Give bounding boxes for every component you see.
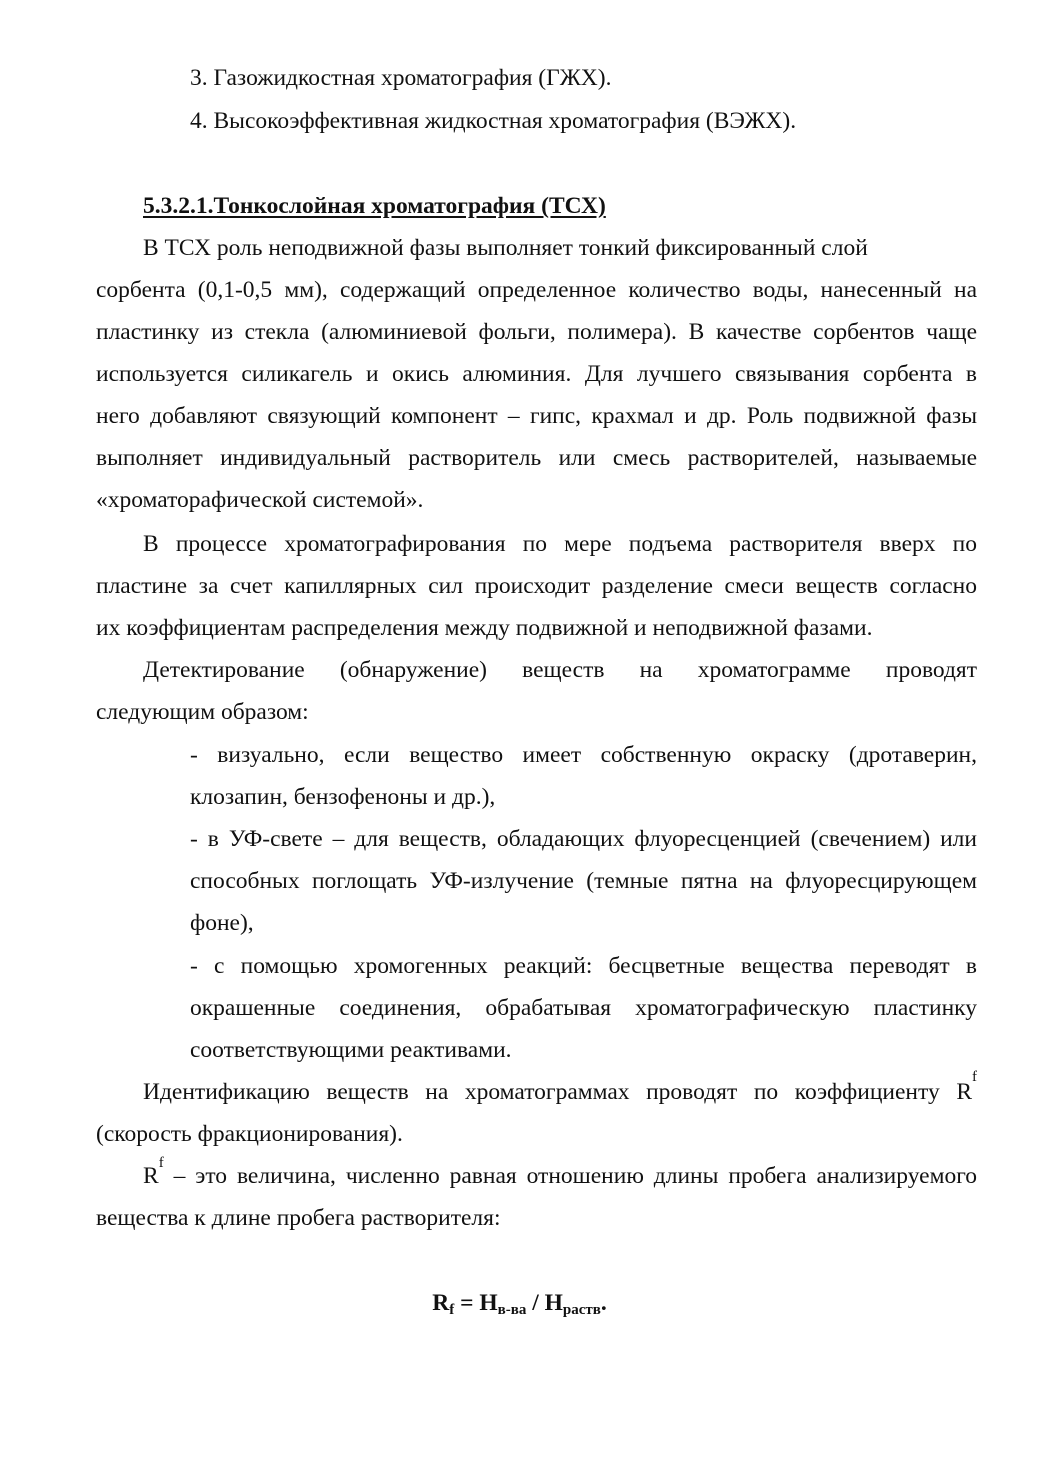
bullet-1-line-1: - визуально, если вещество имеет собственную окраску (дротаверин, bbox=[190, 742, 977, 768]
para5-r-subscript: f bbox=[158, 1155, 164, 1171]
para1-line-5: него добавляют связующий компонент – гипс, крахмал и др. Роль подвижной фазы bbox=[96, 403, 977, 429]
formula-end: . bbox=[600, 1290, 607, 1316]
para1-line-6: выполняет индивидуальный растворитель или смесь растворителей, называемые bbox=[96, 445, 977, 471]
bullet-3-line-2: окрашенные соединения, обрабатывая хроматографическую пластинку bbox=[190, 995, 977, 1021]
bullet-3-line-3: соответствующими реактивами. bbox=[190, 1037, 512, 1063]
para3-line-2: следующим образом: bbox=[96, 699, 309, 725]
para3-line-1: Детектирование (обнаружение) веществ на хроматограмме проводят bbox=[143, 657, 977, 683]
formula-h1-sub: в-ва bbox=[497, 1302, 527, 1318]
list-item-3: 3. Газожидкостная хроматография (ГЖХ). bbox=[190, 65, 612, 91]
para1-line-2: сорбента (0,1-0,5 мм), содержащий определенное количество воды, нанесенный на bbox=[96, 277, 977, 303]
para2-line-1: В процессе хроматографирования по мере подъема растворителя вверх по bbox=[143, 531, 977, 557]
para5-r: R bbox=[143, 1163, 159, 1189]
para1-line-4: используется силикагель и окись алюминия. Для лучшего связывания сорбента в bbox=[96, 361, 977, 387]
bullet-3-line-1: - с помощью хромогенных реакций: бесцветные вещества переводят в bbox=[190, 953, 977, 979]
formula-r: R bbox=[432, 1290, 450, 1316]
para1-line-1-text: В ТСХ роль неподвижной фазы выполняет тонкий фиксированный слой bbox=[143, 235, 868, 261]
para5-line-1 bbox=[143, 1155, 977, 1191]
para4-line-2: (скорость фракционирования). bbox=[96, 1121, 403, 1147]
para5-line-2: вещества к длине пробега растворителя: bbox=[96, 1205, 501, 1231]
para4-line-1 bbox=[143, 1069, 977, 1107]
para4-line-1-main: Идентификацию веществ на хроматограммах проводят по коэффициенту R bbox=[143, 1079, 972, 1105]
rf-subscript: f bbox=[972, 1069, 977, 1085]
para1-line-7: «хроматорафической системой». bbox=[96, 487, 424, 513]
formula-eq: = H bbox=[454, 1290, 498, 1316]
bullet-2-line-3: фоне), bbox=[190, 910, 254, 936]
para2-line-2: пластине за счет капиллярных сил происходит разделение смеси веществ согласно bbox=[96, 573, 977, 599]
bullet-1-line-2: клозапин, бензофеноны и др.), bbox=[190, 784, 496, 810]
rf-formula bbox=[0, 1288, 1039, 1318]
para1-line-1 bbox=[143, 233, 977, 263]
bullet-2-line-2: способных поглощать УФ-излучение (темные пятна на флуоресцирующем bbox=[190, 868, 977, 894]
formula-r-sub: f bbox=[449, 1302, 455, 1318]
bullet-2-line-1: - в УФ-свете – для веществ, обладающих флуоресценцией (свечением) или bbox=[190, 826, 977, 852]
para5-line-1-rest: – это величина, численно равная отношению длины пробега анализируемого bbox=[163, 1163, 977, 1189]
para2-line-3: их коэффициентам распределения между подвижной и неподвижной фазами. bbox=[96, 615, 873, 641]
para1-line-3: пластинку из стекла (алюминиевой фольги, полимера). В качестве сорбентов чаще bbox=[96, 319, 977, 345]
formula-div: / H bbox=[526, 1290, 563, 1316]
section-heading: 5.3.2.1.Тонкослойная хроматография (ТСХ) bbox=[143, 193, 606, 219]
list-item-4: 4. Высокоэффективная жидкостная хроматография (ВЭЖХ). bbox=[190, 108, 797, 134]
formula-h2-sub: раств bbox=[562, 1302, 601, 1318]
para4-line-1-text bbox=[143, 1069, 977, 1107]
